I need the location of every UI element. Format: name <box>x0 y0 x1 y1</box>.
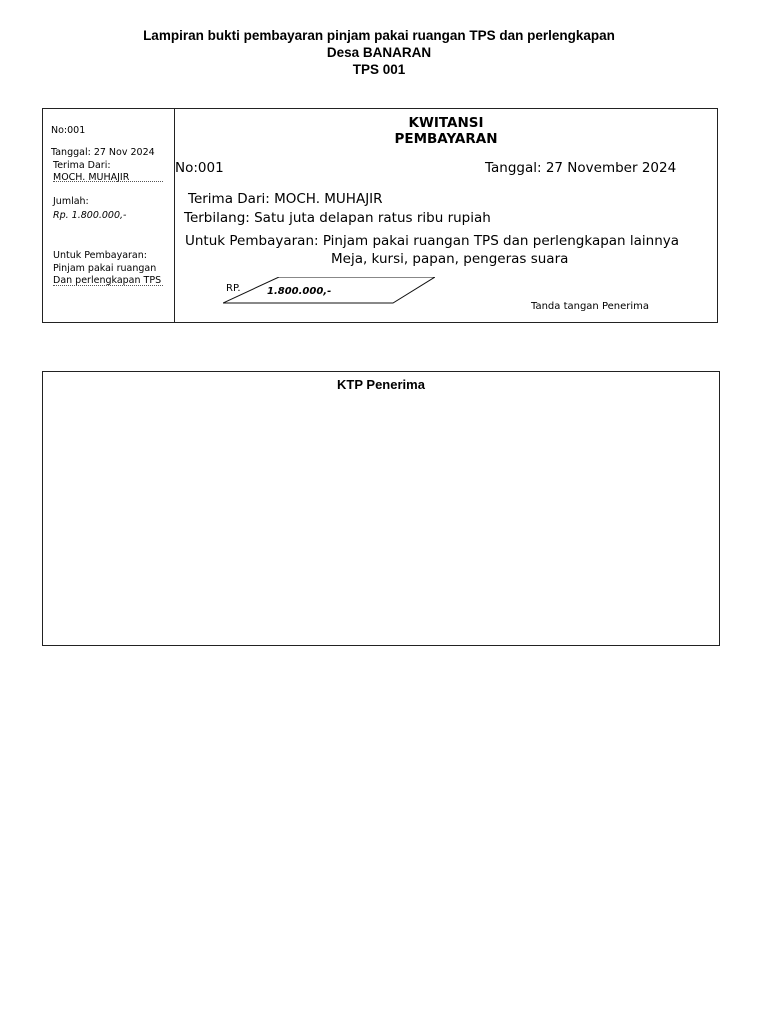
stub-jumlah-value: Rp. 1.800.000,- <box>53 210 127 221</box>
stub-dotted-line <box>53 181 163 182</box>
receipt-terima-dari: Terima Dari: MOCH. MUHAJIR <box>188 191 383 207</box>
stub-dotted-line <box>53 285 163 286</box>
stub-no: No:001 <box>51 125 86 136</box>
receipt-no: No:001 <box>175 160 224 176</box>
receipt-box <box>42 108 718 323</box>
amount-label: RP. <box>226 283 241 294</box>
receipt-stub <box>43 109 175 322</box>
receipt-untuk: Untuk Pembayaran: Pinjam pakai ruangan TPS dan perlengkapan lainnya <box>185 233 680 249</box>
stub-jumlah-label: Jumlah: <box>53 196 89 207</box>
receipt-main <box>175 109 717 322</box>
receipt-title: KWITANSI <box>408 115 484 131</box>
amount-box <box>223 277 435 305</box>
heading-line-1: Lampiran bukti pembayaran pinjam pakai ruangan TPS dan perlengkapan <box>143 28 615 43</box>
receipt-date: Tanggal: 27 November 2024 <box>485 160 677 176</box>
stub-date: Tanggal: 27 Nov 2024 <box>51 147 155 158</box>
stub-terima-value: MOCH. MUHAJIR <box>53 172 130 183</box>
heading-line-3: TPS 001 <box>352 62 406 77</box>
ktp-title: KTP Penerima <box>337 377 425 392</box>
receipt-subtitle: PEMBAYARAN <box>394 131 498 147</box>
signature-label: Tanda tangan Penerima <box>531 301 650 312</box>
stub-terima-label: Terima Dari: <box>53 160 111 171</box>
receipt-terbilang: Terbilang: Satu juta delapan ratus ribu rupiah <box>184 210 491 226</box>
stub-untuk-label: Untuk Pembayaran: <box>53 250 147 261</box>
heading-line-2: Desa BANARAN <box>326 45 432 60</box>
amount-value: 1.800.000,- <box>267 286 332 297</box>
document-heading <box>0 27 758 78</box>
stub-untuk-line2: Dan perlengkapan TPS <box>53 275 162 286</box>
stub-untuk-line1: Pinjam pakai ruangan <box>53 263 157 274</box>
ktp-box <box>42 371 720 646</box>
receipt-untuk-detail: Meja, kursi, papan, pengeras suara <box>331 251 569 267</box>
